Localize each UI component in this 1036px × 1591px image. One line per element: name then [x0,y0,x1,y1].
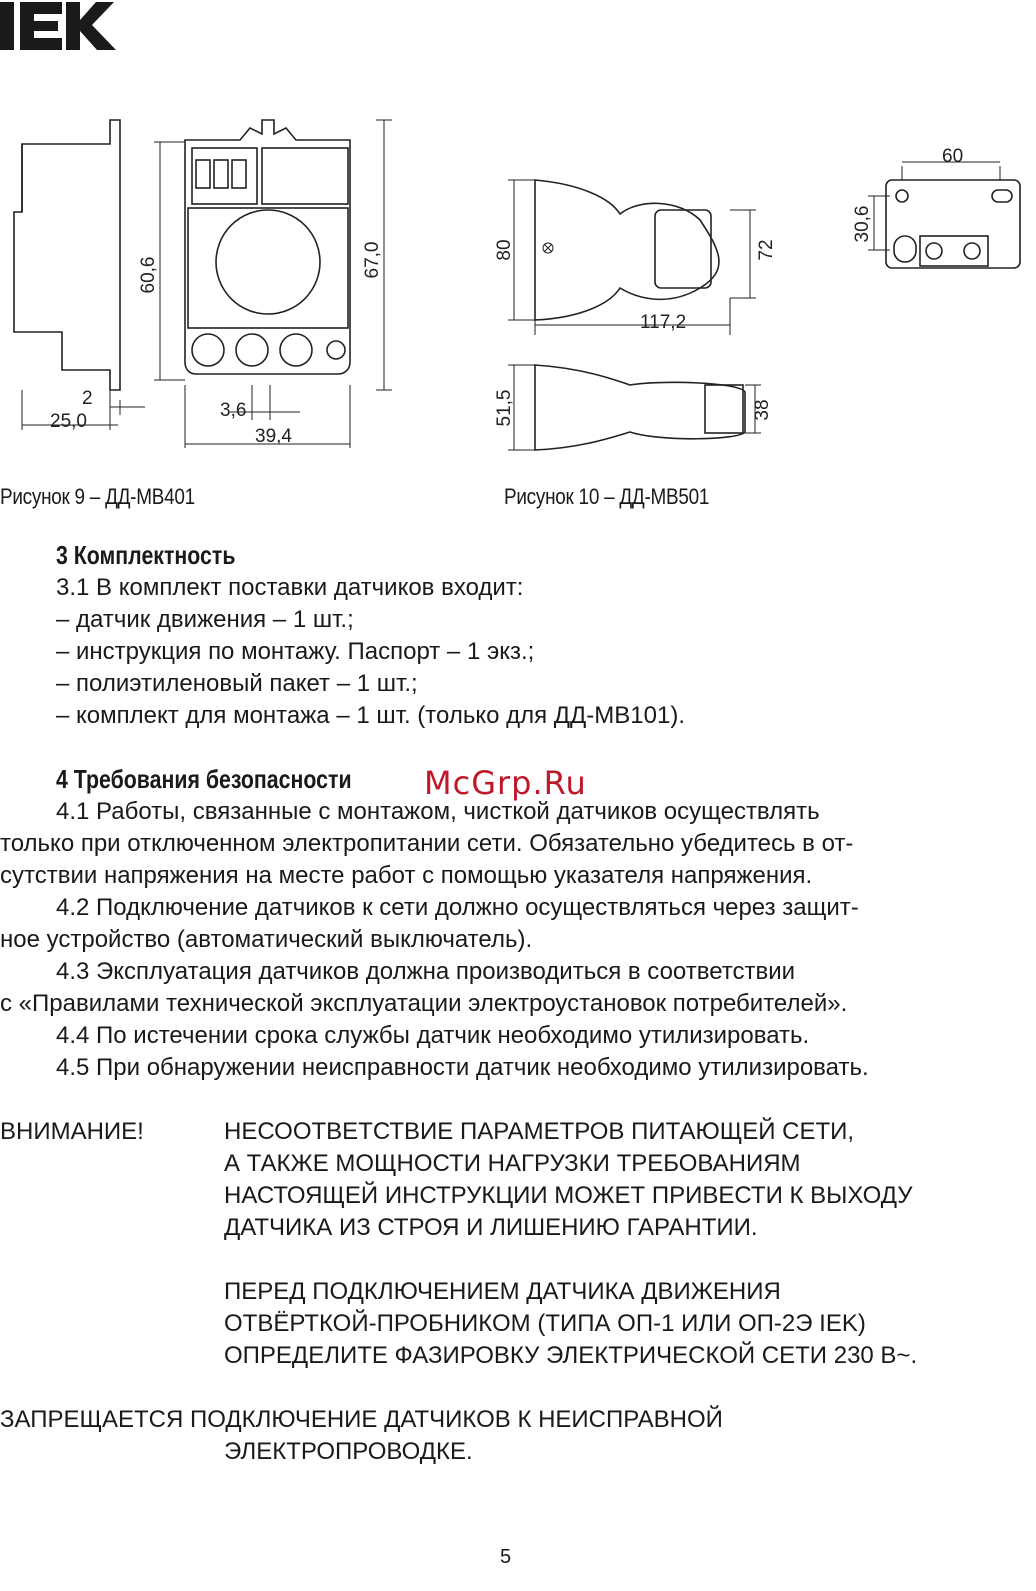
warning-line: ОПРЕДЕЛИТЕ ФАЗИРОВКУ ЭЛЕКТРИЧЕСКОЙ СЕТИ 230 В~. [224,1342,918,1369]
iek-logo [0,0,118,56]
page-number: 5 [500,1546,512,1568]
section-3-title: 3 Комплектность [56,540,236,570]
watermark: McGrp.Ru [424,764,587,802]
fig10-dim-51-5: 51,5 [494,389,515,427]
fig9-dim-39-4: 39,4 [255,426,292,447]
section-4-line: 4.2 Подключение датчиков к сети должно осуществляться через защит- [56,894,859,921]
section-4-line: ное устройство (автоматический выключатель). [0,926,533,953]
fig9-dim-60-6: 60,6 [138,256,159,294]
section-4-line: только при отключенном электропитании сети. Обязательно убедитесь в от- [0,830,854,857]
warning-line: А ТАКЖЕ МОЩНОСТИ НАГРУЗКИ ТРЕБОВАНИЯМ [224,1150,801,1177]
section-4-line: сутствии напряжения на месте работ с помощью указателя напряжения. [0,862,813,889]
prohibition-line-1: ЗАПРЕЩАЕТСЯ ПОДКЛЮЧЕНИЕ ДАТЧИКОВ К НЕИСПРАВНОЙ [0,1406,723,1433]
section-4-line: с «Правилами технической эксплуатации электроустановок потребителей». [0,990,848,1017]
warning-label: ВНИМАНИЕ! [0,1118,144,1145]
section-4-line: 4.3 Эксплуатация датчиков должна производиться в соответствии [56,958,796,985]
warning-line: ПЕРЕД ПОДКЛЮЧЕНИЕМ ДАТЧИКА ДВИЖЕНИЯ [224,1278,781,1305]
section-3-body [56,572,685,732]
fig10-dim-80: 80 [494,239,515,261]
warning-block-1 [224,1116,913,1244]
warning-line: ДАТЧИКА ИЗ СТРОЯ И ЛИШЕНИЮ ГАРАНТИИ. [224,1214,758,1241]
fig10-dim-60: 60 [942,146,964,167]
prohibition-line-2: ЭЛЕКТРОПРОВОДКЕ. [224,1438,473,1465]
section-4-body [0,796,869,1084]
figure-9-drawing [0,100,420,460]
figure-10-mount-drawing [840,140,1030,280]
warning-line: НАСТОЯЩЕЙ ИНСТРУКЦИИ МОЖЕТ ПРИВЕСТИ К ВЫХОДУ [224,1182,913,1209]
section-3-line: – комплект для монтажа – 1 шт. (только для ДД-МВ101). [56,702,685,729]
section-4-title: 4 Требования безопасности [56,764,352,794]
fig10-dim-38: 38 [752,399,773,421]
section-3-line: – инструкция по монтажу. Паспорт – 1 экз.; [56,638,535,665]
figure-9-caption: Рисунок 9 – ДД-МВ401 [0,484,195,509]
fig9-dim-67-0: 67,0 [362,241,383,279]
fig10-dim-117-2: 117,2 [640,312,687,333]
figure-10-drawing [490,170,790,460]
section-4-line: 4.4 По истечении срока службы датчик необходимо утилизировать. [56,1022,810,1049]
section-3-line: – датчик движения – 1 шт.; [56,606,354,633]
fig9-dim-2: 2 [82,388,93,409]
warning-block-2 [224,1276,917,1372]
fig9-dim-3-6: 3,6 [220,400,247,421]
section-3-line: – полиэтиленовый пакет – 1 шт.; [56,670,418,697]
fig9-dim-25-0: 25,0 [50,411,87,432]
warning-line: НЕСООТВЕТСТВИЕ ПАРАМЕТРОВ ПИТАЮЩЕЙ СЕТИ, [224,1118,855,1145]
fig10-dim-30-6: 30,6 [852,205,873,243]
figure-10-caption: Рисунок 10 – ДД-МВ501 [504,484,710,509]
warning-line: ОТВЁРТКОЙ-ПРОБНИКОМ (ТИПА ОП-1 ИЛИ ОП-2Э IEK) [224,1310,866,1337]
fig10-dim-72: 72 [756,239,777,261]
section-4-line: 4.5 При обнаружении неисправности датчик необходимо утилизировать. [56,1054,869,1081]
section-3-line: 3.1 В комплект поставки датчиков входит: [56,574,524,601]
section-4-line: 4.1 Работы, связанные с монтажом, чисткой датчиков осуществлять [56,798,820,825]
